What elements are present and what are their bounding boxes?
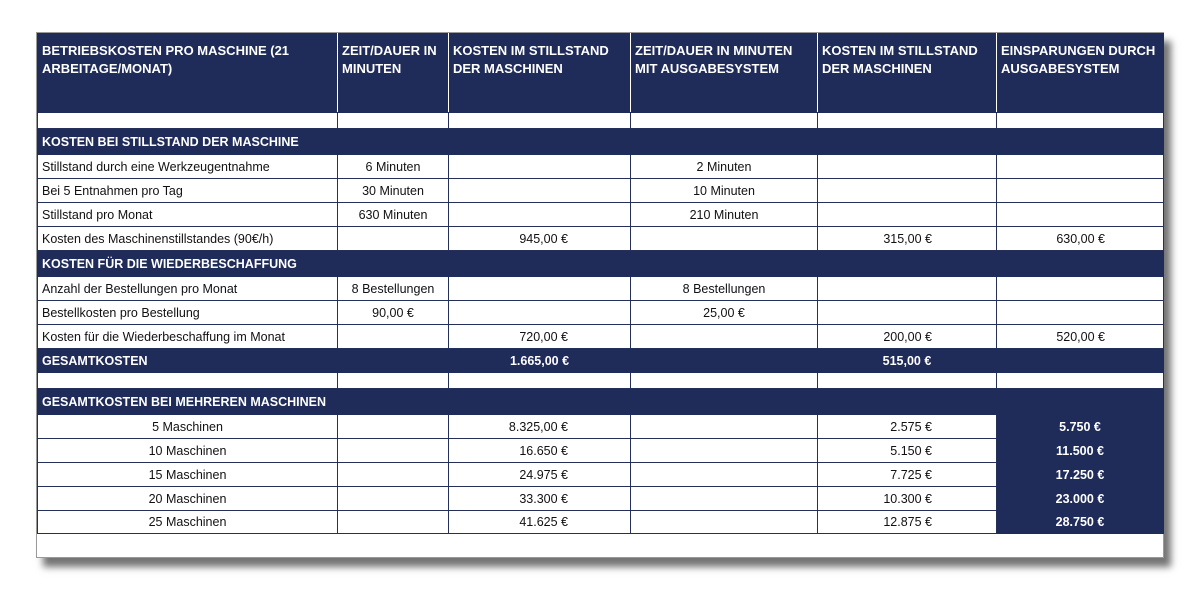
cell: 8.325,00 € xyxy=(449,415,631,439)
header-cell: EINSPARUNGEN DURCH AUSGABESYSTEM xyxy=(997,34,1164,113)
cell: 16.650 € xyxy=(449,439,631,463)
section-header xyxy=(38,389,1164,415)
machine-count: 10 Maschinen xyxy=(38,439,338,463)
row-label: Kosten für die Wiederbeschaffung im Monat xyxy=(38,325,338,349)
machine-count: 5 Maschinen xyxy=(38,415,338,439)
cell: 630 Minuten xyxy=(338,203,449,227)
cell: 8 Bestellungen xyxy=(338,277,449,301)
cell: 25,00 € xyxy=(631,301,818,325)
cell: 30 Minuten xyxy=(338,179,449,203)
cell: 24.975 € xyxy=(449,463,631,487)
cell xyxy=(997,301,1164,325)
machine-count: 25 Maschinen xyxy=(38,511,338,534)
total-with-system: 515,00 € xyxy=(818,349,997,373)
row-label: Bei 5 Entnahmen pro Tag xyxy=(38,179,338,203)
cell: 630,00 € xyxy=(997,227,1164,251)
table-row xyxy=(38,415,1164,439)
cell xyxy=(997,155,1164,179)
row-label: Kosten des Maschinenstillstandes (90€/h) xyxy=(38,227,338,251)
table-row xyxy=(38,439,1164,463)
total-without-system: 1.665,00 € xyxy=(449,349,631,373)
cell: 41.625 € xyxy=(449,511,631,534)
savings-cell: 28.750 € xyxy=(997,511,1164,534)
section-title: GESAMTKOSTEN BEI MEHREREN MASCHINEN xyxy=(38,389,1164,415)
cell xyxy=(449,301,631,325)
cell: 8 Bestellungen xyxy=(631,277,818,301)
cell xyxy=(818,277,997,301)
header-cell: KOSTEN IM STILLSTAND DER MASCHINEN xyxy=(818,34,997,113)
cell xyxy=(449,277,631,301)
cell: 315,00 € xyxy=(818,227,997,251)
header-cell: KOSTEN IM STILLSTAND DER MASCHINEN xyxy=(449,34,631,113)
row-label: Stillstand pro Monat xyxy=(38,203,338,227)
header-row xyxy=(38,34,1164,113)
spacer-row xyxy=(38,373,1164,389)
savings-cell: 17.250 € xyxy=(997,463,1164,487)
cell: 2.575 € xyxy=(818,415,997,439)
cell xyxy=(449,179,631,203)
table-row xyxy=(38,227,1164,251)
table-row xyxy=(38,179,1164,203)
table-row xyxy=(38,325,1164,349)
table-row xyxy=(38,487,1164,511)
cell xyxy=(818,203,997,227)
header-cell: ZEIT/DAUER IN MINUTEN xyxy=(338,34,449,113)
cell xyxy=(338,325,449,349)
cell: 5.150 € xyxy=(818,439,997,463)
cell xyxy=(338,227,449,251)
cell xyxy=(818,301,997,325)
cell: 720,00 € xyxy=(449,325,631,349)
cell: 520,00 € xyxy=(997,325,1164,349)
cell: 945,00 € xyxy=(449,227,631,251)
cell: 7.725 € xyxy=(818,463,997,487)
cell xyxy=(818,179,997,203)
cell: 90,00 € xyxy=(338,301,449,325)
header-cell: BETRIEBSKOSTEN PRO MASCHINE (21 ARBEITAGE/MONAT) xyxy=(38,34,338,113)
savings-cell: 11.500 € xyxy=(997,439,1164,463)
cell: 2 Minuten xyxy=(631,155,818,179)
cell: 33.300 € xyxy=(449,487,631,511)
row-label: Anzahl der Bestellungen pro Monat xyxy=(38,277,338,301)
cell: 200,00 € xyxy=(818,325,997,349)
cell xyxy=(997,179,1164,203)
section-header xyxy=(38,251,1164,277)
header-cell: ZEIT/DAUER IN MINUTEN MIT AUSGABESYSTEM xyxy=(631,34,818,113)
cell: 10 Minuten xyxy=(631,179,818,203)
table-row xyxy=(38,203,1164,227)
cell xyxy=(818,155,997,179)
cell: 10.300 € xyxy=(818,487,997,511)
section-header xyxy=(38,129,1164,155)
section-title: KOSTEN FÜR DIE WIEDERBESCHAFFUNG xyxy=(38,251,1164,277)
cell xyxy=(997,277,1164,301)
cell: 12.875 € xyxy=(818,511,997,534)
cell xyxy=(997,203,1164,227)
row-label: Stillstand durch eine Werkzeugentnahme xyxy=(38,155,338,179)
cell: 210 Minuten xyxy=(631,203,818,227)
machine-count: 20 Maschinen xyxy=(38,487,338,511)
machine-count: 15 Maschinen xyxy=(38,463,338,487)
cell xyxy=(449,155,631,179)
row-label: Bestellkosten pro Bestellung xyxy=(38,301,338,325)
section-title: KOSTEN BEI STILLSTAND DER MASCHINE xyxy=(38,129,1164,155)
table-row xyxy=(38,277,1164,301)
table-row xyxy=(38,301,1164,325)
table-row xyxy=(38,155,1164,179)
cell xyxy=(449,203,631,227)
cost-comparison-sheet xyxy=(36,32,1164,558)
cell: 6 Minuten xyxy=(338,155,449,179)
total-label: GESAMTKOSTEN xyxy=(38,349,449,373)
spacer-row xyxy=(38,113,1164,129)
cell xyxy=(631,227,818,251)
cell xyxy=(631,325,818,349)
table-row xyxy=(38,463,1164,487)
savings-cell: 23.000 € xyxy=(997,487,1164,511)
savings-cell: 5.750 € xyxy=(997,415,1164,439)
table-row xyxy=(38,511,1164,534)
cost-table xyxy=(37,33,1164,534)
total-row xyxy=(38,349,1164,373)
